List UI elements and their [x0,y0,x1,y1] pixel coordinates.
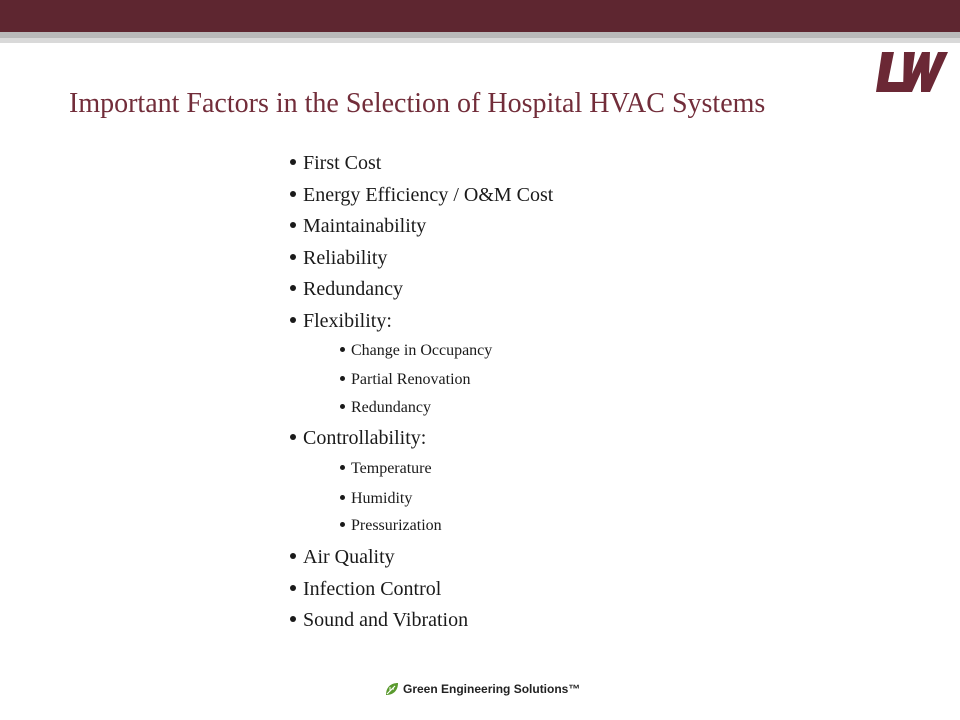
list-item: Temperature [340,460,432,478]
list-item: Redundancy [340,399,431,417]
bullet-dot-icon [290,616,296,622]
list-item: Humidity [340,490,412,508]
bullet-dot-icon [290,222,296,228]
bullet-dot-icon [290,285,296,291]
list-item: Energy Efficiency / O&M Cost [290,184,553,207]
list-item: Maintainability [290,215,426,238]
bullet-dot-icon [290,191,296,197]
list-item: Partial Renovation [340,371,471,389]
bullet-dot-icon [340,522,345,527]
slide-title: Important Factors in the Selection of Hospital HVAC Systems [69,88,766,119]
bullet-dot-icon [290,254,296,260]
list-item: Change in Occupancy [340,342,492,360]
footer-brand [384,679,594,699]
bullet-dot-icon [290,317,296,323]
list-item: Controllability: [290,427,426,450]
list-item: Infection Control [290,578,441,601]
list-item: Flexibility: [290,310,392,333]
list-item: Redundancy [290,278,403,301]
bullet-dot-icon [340,404,345,409]
list-item: Reliability [290,247,387,270]
bullet-dot-icon [290,434,296,440]
bullet-dot-icon [290,159,296,165]
list-item: Air Quality [290,546,395,569]
list-item: Sound and Vibration [290,609,468,632]
bullet-dot-icon [340,376,345,381]
footer-brand-text: Green Engineering Solutions™ [403,682,581,696]
list-item: First Cost [290,152,381,175]
list-item: Pressurization [340,517,442,535]
bullet-dot-icon [340,465,345,470]
leaf-icon [384,681,400,697]
bullet-dot-icon [290,585,296,591]
bullet-dot-icon [290,553,296,559]
bullet-dot-icon [340,347,345,352]
bullet-dot-icon [340,495,345,500]
